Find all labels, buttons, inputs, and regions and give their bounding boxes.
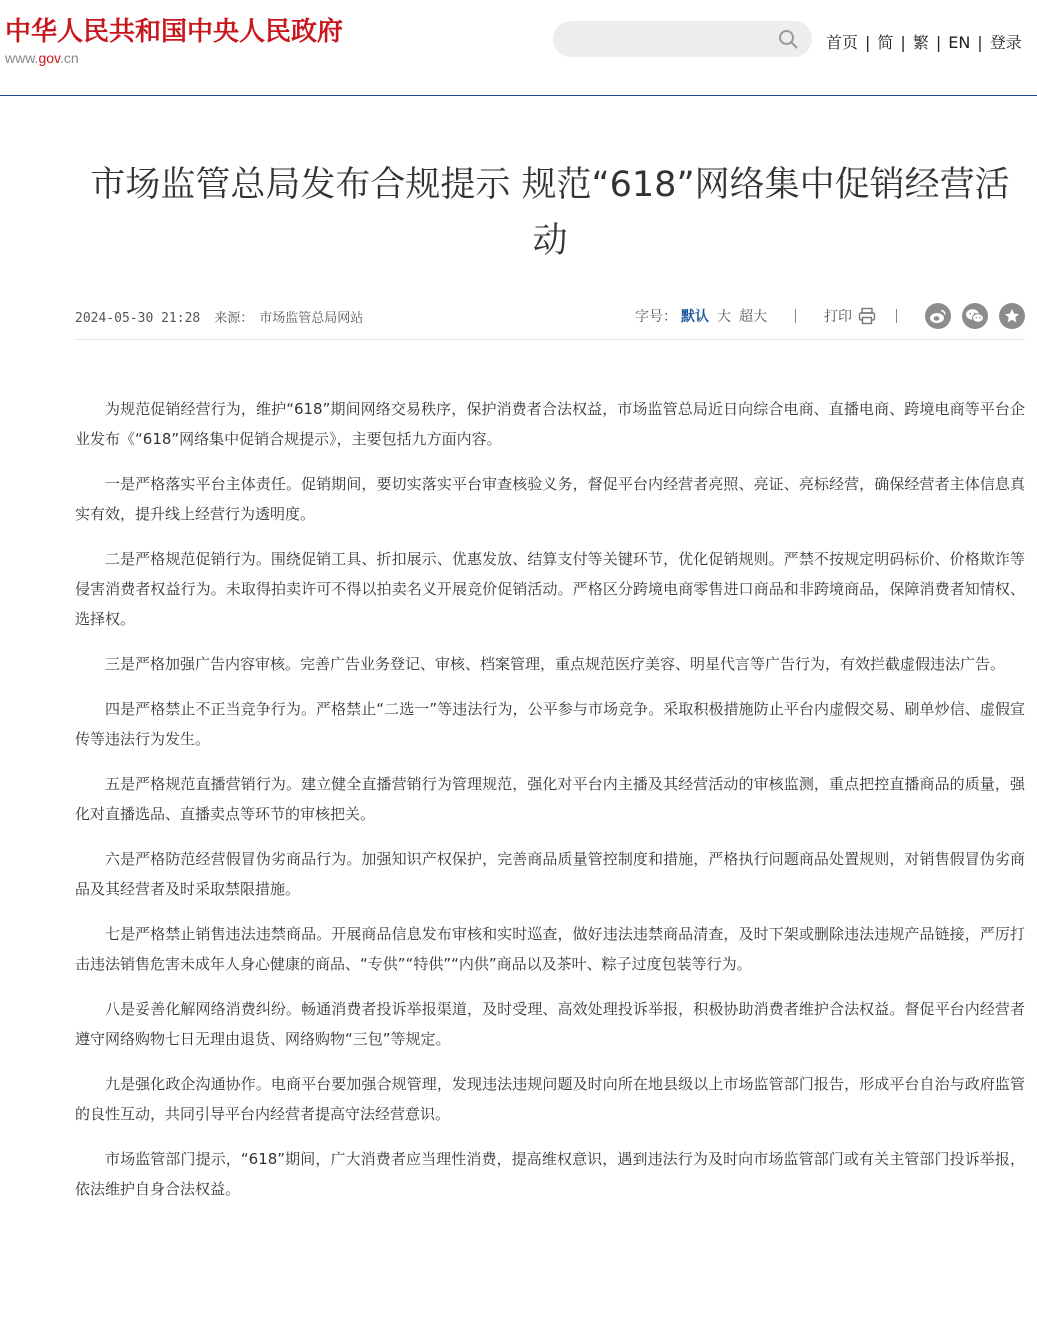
paragraph: 二是严格规范促销行为。围绕促销工具、折扣展示、优惠发放、结算支付等关键环节，优化促销规则。严禁不按规定明码标价、价格欺诈等侵害消费者权益行为。未取得拍卖许可不得以拍卖名义开展竞价促销活动。严格区分跨境电商零售进口商品和非跨境商品，保障消费者知情权、选择权。: [75, 550, 1025, 628]
site-header: [0, 0, 1037, 96]
font-size-default[interactable]: 默认: [681, 309, 709, 325]
nav-english-link[interactable]: EN: [948, 33, 971, 52]
font-size-xlarge[interactable]: 超大: [739, 309, 767, 325]
paragraph: 四是严格禁止不正当竞争行为。严格禁止“二选一”等违法行为，公平参与市场竞争。采取积极措施防止平台内虚假交易、刷单炒信、虚假宣传等违法行为发生。: [75, 700, 1025, 748]
weibo-icon[interactable]: [925, 303, 951, 329]
source-name: 市场监管总局网站: [259, 311, 364, 326]
article-title: 市场监管总局发布合规提示 规范“618”网络集中促销经营活动: [90, 165, 1010, 261]
paragraph: 九是强化政企沟通协作。电商平台要加强合规管理，发现违法违规问题及时向所在地县级以上市场监管部门报告，形成平台自治与政府监管的良性互动，共同引导平台内经营者提高守法经营意识。: [75, 1075, 1025, 1123]
article: [75, 157, 1025, 1219]
search-box: [553, 21, 812, 57]
nav-separator: |: [977, 33, 983, 52]
nav-separator: |: [935, 33, 942, 52]
logo-url: www.gov.cn: [5, 50, 79, 66]
source-label: 来源：: [214, 311, 254, 326]
top-nav: [826, 30, 1022, 53]
paragraph: 八是妥善化解网络消费纠纷。畅通消费者投诉举报渠道，及时受理、高效处理投诉举报，积极协助消费者维护合法权益。督促平台内经营者遵守网络购物七日无理由退货、网络购物“三包”等规定。: [75, 1000, 1025, 1048]
divider: [795, 309, 796, 323]
search-icon[interactable]: [778, 29, 798, 49]
nav-separator: |: [900, 33, 906, 52]
print-label: 打印: [824, 309, 852, 325]
font-size-label: 字号：: [635, 309, 677, 325]
printer-icon: [858, 307, 876, 325]
paragraph: 七是严格禁止销售违法违禁商品。开展商品信息发布审核和实时巡查，做好违法违禁商品清查，及时下架或删除违法违规产品链接，严厉打击违法销售危害未成年人身心健康的商品、“专供”“特供”“内供”商品以及茶叶、粽子过度包装等行为。: [75, 925, 1025, 973]
paragraph: 一是严格落实平台主体责任。促销期间，要切实落实平台审查核验义务，督促平台内经营者亮照、亮证、亮标经营，确保经营者主体信息真实有效，提升线上经营行为透明度。: [75, 475, 1025, 523]
paragraph: 三是严格加强广告内容审核。完善广告业务登记、审核、档案管理，重点规范医疗美容、明星代言等广告行为，有效拦截虚假违法广告。: [105, 655, 1006, 673]
nav-separator: |: [865, 33, 871, 52]
logo-title: 中华人民共和国中央人民政府: [5, 17, 344, 47]
nav-traditional-link[interactable]: 繁: [912, 33, 929, 52]
print-button[interactable]: [824, 306, 876, 326]
nav-home-link[interactable]: 首页: [826, 33, 859, 52]
share-buttons: [925, 303, 1025, 329]
search-input[interactable]: [567, 28, 771, 52]
nav-login-link[interactable]: 登录: [989, 33, 1022, 52]
paragraph: 为规范促销经营行为，维护“618”期间网络交易秩序，保护消费者合法权益，市场监管总局近日向综合电商、直播电商、跨境电商等平台企业发布《“618”网络集中促销合规提示》，主要包括九方面内容。: [75, 400, 1025, 448]
nav-simplified-link[interactable]: 简: [877, 33, 894, 52]
font-size-large[interactable]: 大: [717, 309, 731, 325]
paragraph: 六是严格防范经营假冒伪劣商品行为。加强知识产权保护，完善商品质量管控制度和措施，严格执行问题商品处置规则，对销售假冒伪劣商品及其经营者及时采取禁限措施。: [75, 850, 1025, 898]
publish-datetime: 2024-05-30 21:28: [75, 311, 201, 326]
favorite-icon[interactable]: [999, 303, 1025, 329]
divider: [896, 309, 897, 323]
paragraph: 市场监管部门提示，“618”期间，广大消费者应当理性消费，提高维权意识，遇到违法行为及时向市场监管部门或有关主管部门投诉举报，依法维护自身合法权益。: [75, 1150, 1025, 1198]
wechat-icon[interactable]: [962, 303, 988, 329]
site-logo[interactable]: [5, 16, 343, 66]
article-body: [75, 394, 1025, 1204]
paragraph: 五是严格规范直播营销行为。建立健全直播营销行为管理规范，强化对平台内主播及其经营活动的审核监测，重点把控直播商品的质量，强化对直播选品、直播卖点等环节的审核把关。: [75, 775, 1025, 823]
article-meta: [75, 299, 1025, 340]
